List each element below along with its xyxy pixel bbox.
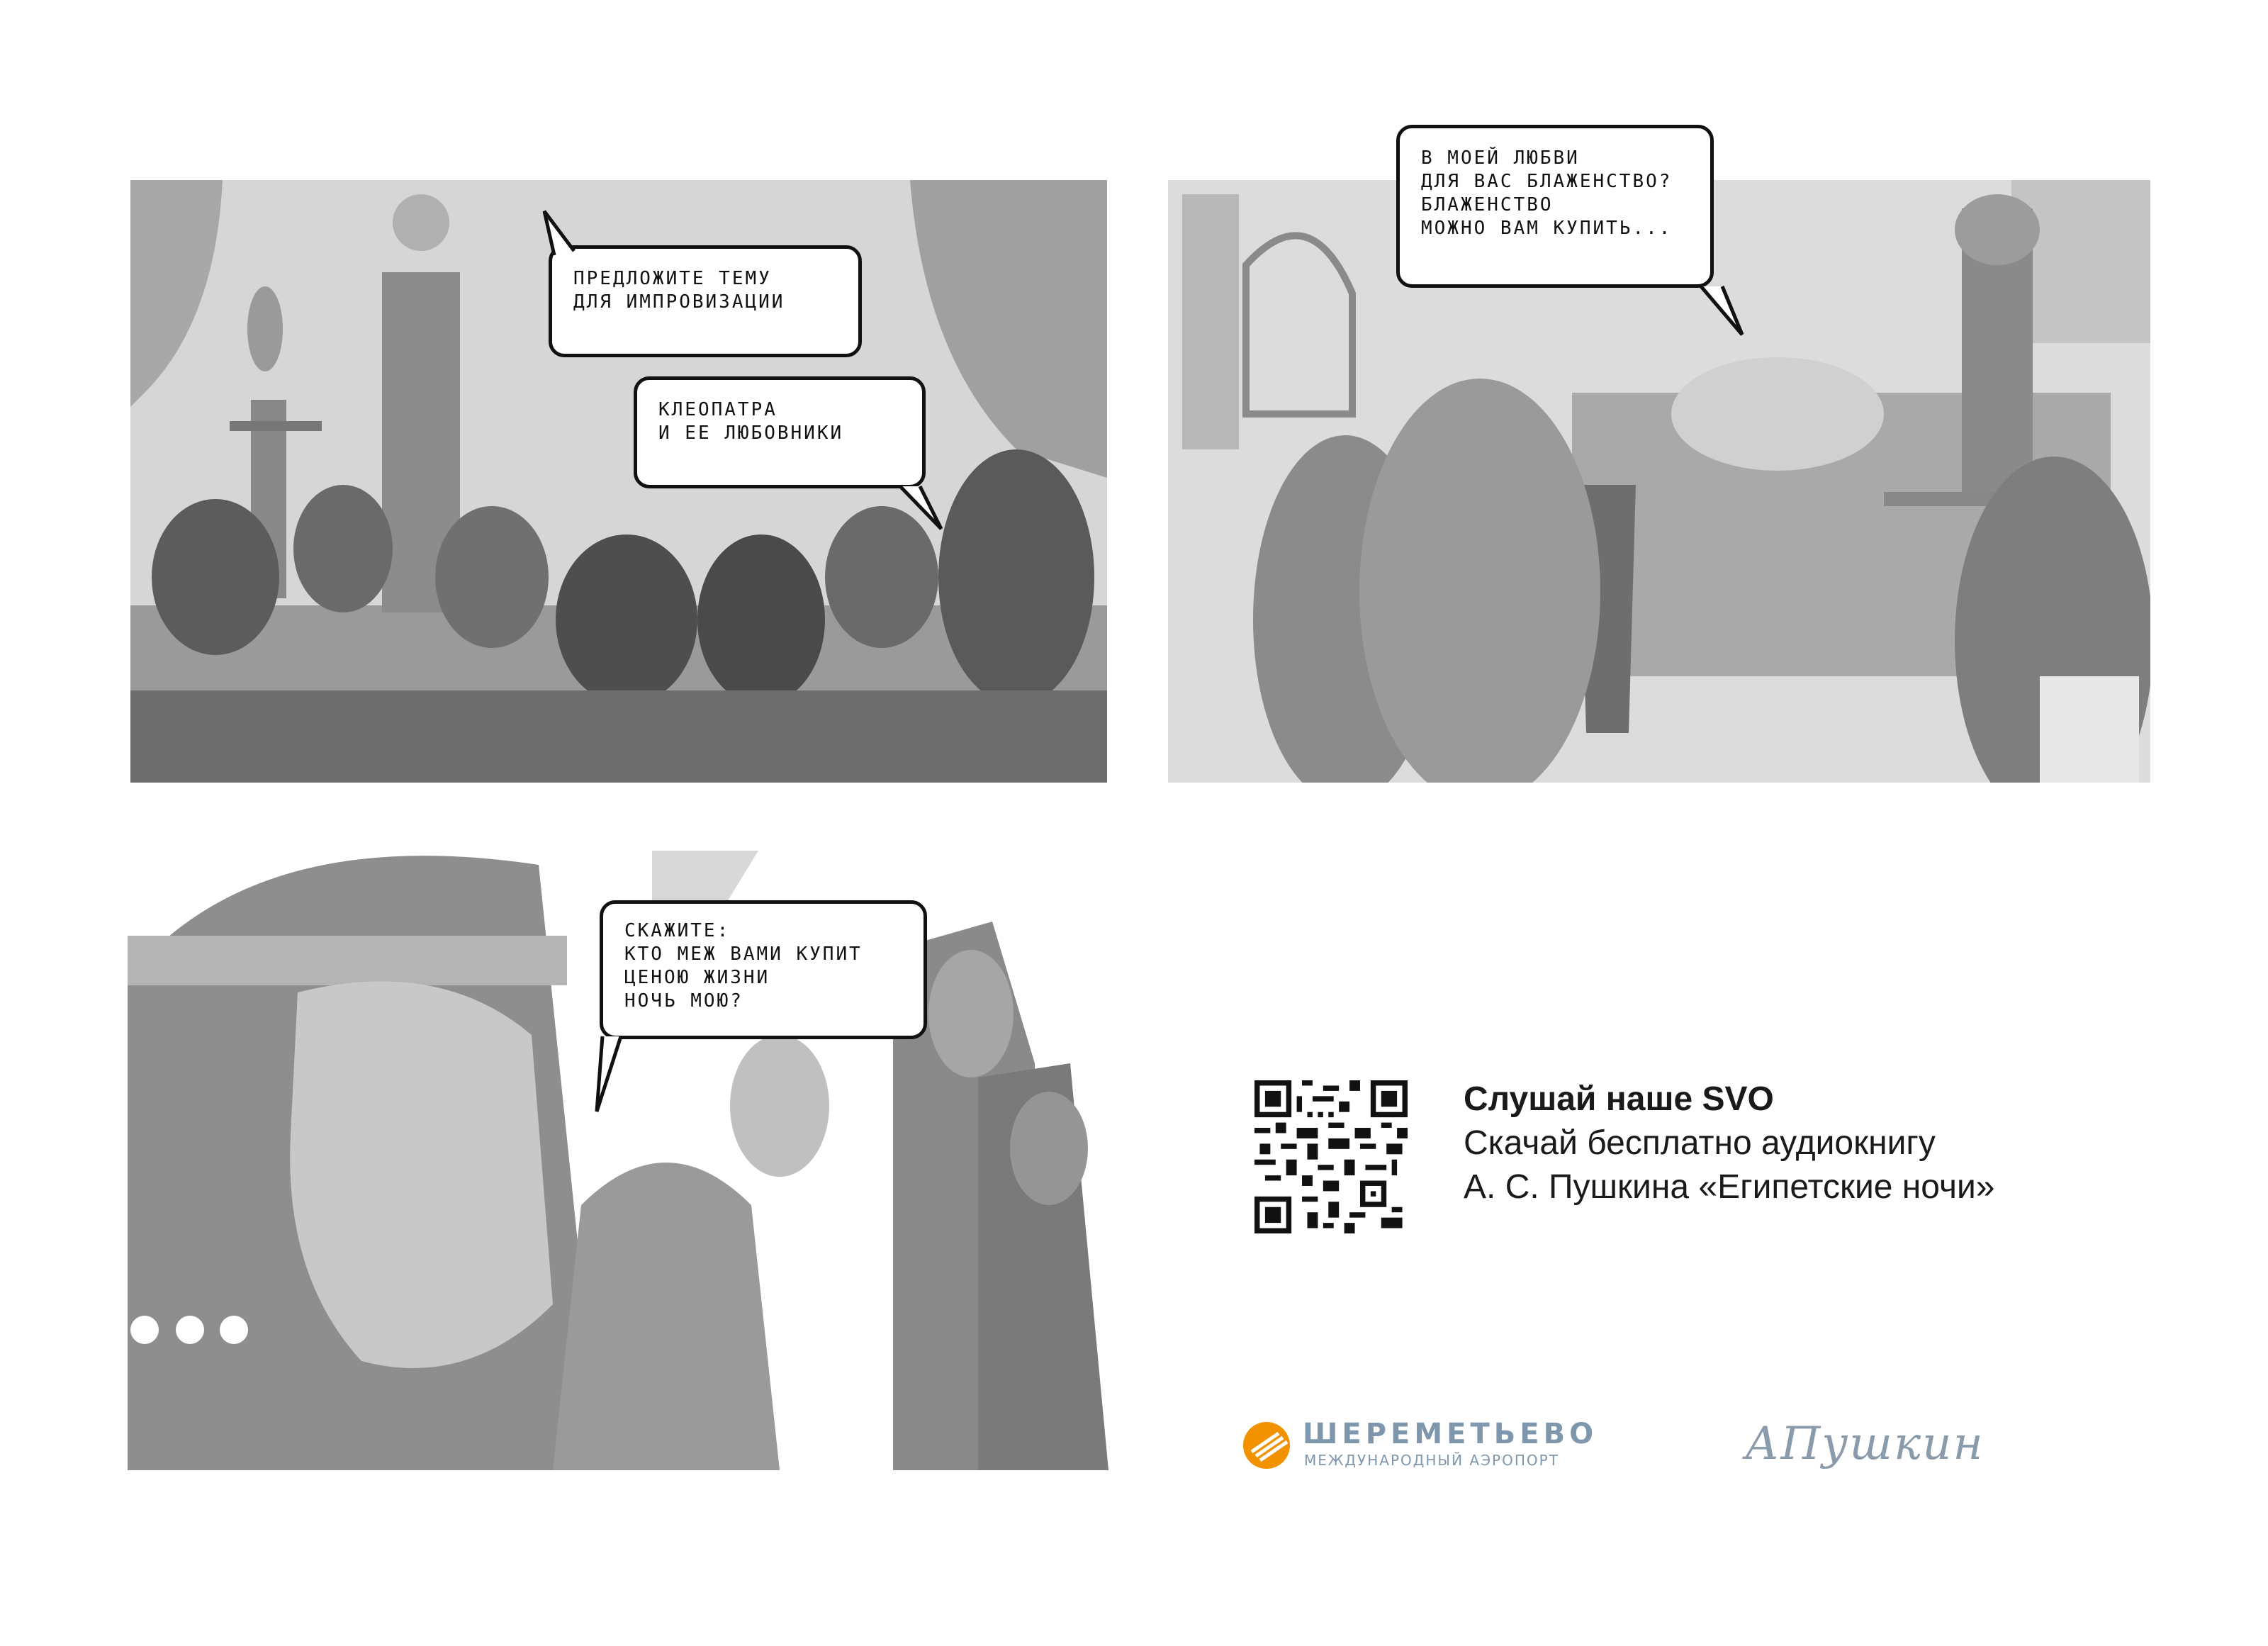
comic-panel-1 — [130, 180, 1107, 783]
promo-title: Слушай наше SVO — [1464, 1080, 1774, 1118]
bubble-line: НОЧЬ МОЮ? — [624, 990, 743, 1012]
bubble-line: В МОЕЙ ЛЮБВИ — [1421, 147, 1580, 169]
speech-bubble-bliss-overlay — [1396, 125, 1714, 288]
promo-text-block — [1464, 1077, 1994, 1209]
bubble-line: ДЛЯ ИМПРОВИЗАЦИИ — [573, 291, 785, 313]
bubble-line: КТО МЕЖ ВАМИ КУПИТ — [624, 944, 863, 965]
speech-bubble-topic-request — [549, 245, 862, 357]
bubble-line: МОЖНО ВАМ КУПИТЬ... — [1421, 218, 1673, 239]
speech-bubble-tail — [896, 482, 945, 533]
bubble-line: БЛАЖЕНСТВО — [1421, 194, 1554, 215]
promo-line-book: А. С. Пушкина «Египетские ночи» — [1464, 1168, 1995, 1206]
promo-line-download: Скачай бесплатно аудиокнигу — [1464, 1124, 1936, 1162]
bubble-line: И ЕЕ ЛЮБОВНИКИ — [658, 422, 844, 444]
bubble-line: КЛЕОПАТРА — [658, 399, 777, 420]
speech-bubble-tail — [539, 208, 581, 258]
speech-bubble-cleopatra-topic — [634, 376, 926, 488]
sheremetyevo-logo[interactable] — [1242, 1418, 1688, 1470]
qr-code[interactable] — [1254, 1080, 1408, 1233]
sheremetyevo-emblem-icon — [1242, 1421, 1291, 1470]
pushkin-signature-text: АПушкин — [1745, 1418, 1984, 1470]
speech-bubble-who-will-buy — [600, 900, 927, 1039]
comic-panel-3 — [128, 851, 1108, 1470]
speech-bubble-tail — [593, 1032, 635, 1117]
speech-bubble-tail — [1698, 282, 1748, 339]
sheremetyevo-subtitle: МЕЖДУНАРОДНЫЙ АЭРОПОРТ — [1304, 1452, 1559, 1469]
bubble-line: ДЛЯ ВАС БЛАЖЕНСТВО? — [1421, 171, 1673, 192]
bubble-line: ПРЕДЛОЖИТЕ ТЕМУ — [573, 268, 772, 289]
bubble-line: СКАЖИТЕ: — [624, 920, 731, 941]
pushkin-signature-logo[interactable] — [1745, 1418, 2043, 1482]
sheremetyevo-name: ШЕРЕМЕТЬЕВО — [1303, 1418, 1598, 1450]
bubble-line: ЦЕНОЮ ЖИЗНИ — [624, 967, 770, 988]
